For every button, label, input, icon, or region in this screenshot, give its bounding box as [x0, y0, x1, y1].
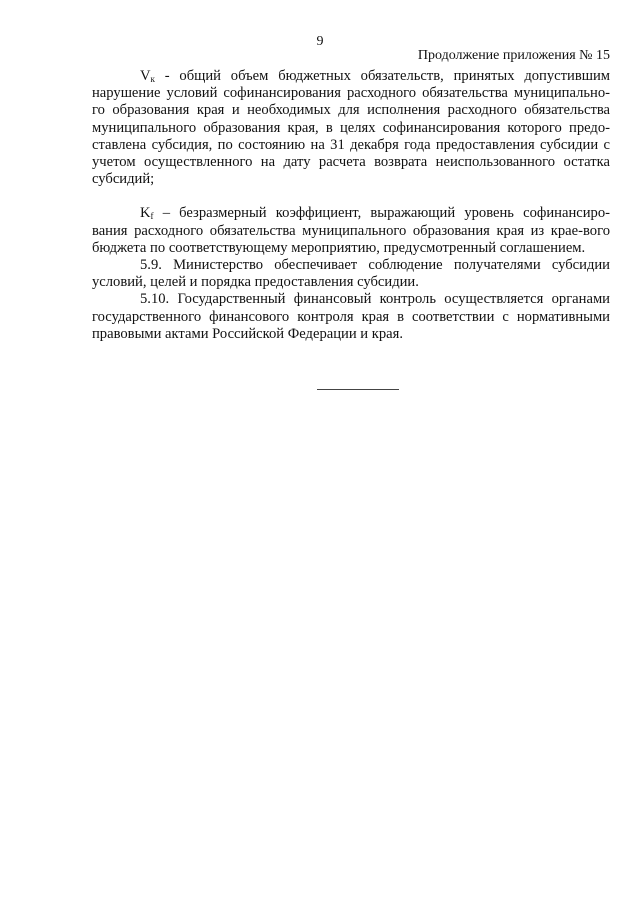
paragraph-5-9: 5.9. Министерство обеспечивает соблюдение получателями субсидии условий, целей и порядка предоставления субсидии.: [92, 257, 610, 291]
symbol-vk-letter: V: [140, 68, 151, 84]
symbol-kf: [140, 205, 154, 221]
paragraph-kf-definition: [92, 205, 610, 257]
page-number: 9: [316, 34, 324, 49]
paragraph-vk-text: - общий объем бюджетных обязательств, принятых допустившим нарушение условий софинансирования расходного обязательства муниципально-го образования края и необходимых для исполнения расходного обязательства муниципального образования края, в целях софинансирования которого предо-ставлена субсидия, по состоянию на 31 декабря года предоставления субсидии с учетом осуществленного на дату расчета возврата неиспользованного остатка субсидий;: [92, 68, 610, 188]
document-body: [92, 68, 610, 343]
paragraph-vk-definition: [92, 68, 610, 188]
end-divider-line: [317, 389, 399, 390]
paragraph-kf-text: – безразмерный коэффициент, выражающий уровень софинансиро-вания расходного обязательства муниципального образования края из крае-вого бюджета по соответствующему мероприятию, предусмотренный соглашением.: [92, 205, 610, 256]
symbol-kf-letter: K: [140, 205, 151, 222]
symbol-vk: [140, 68, 155, 84]
paragraph-5-10: 5.10. Государственный финансовый контроль осуществляется органами государственного финансового контроля края в соответствии с нормативными правовыми актами Российской Федерации и края.: [92, 291, 610, 342]
symbol-kf-subscript: f: [150, 211, 154, 222]
appendix-continuation-note: Продолжение приложения № 15: [417, 48, 610, 63]
symbol-vk-subscript: к: [150, 74, 155, 84]
